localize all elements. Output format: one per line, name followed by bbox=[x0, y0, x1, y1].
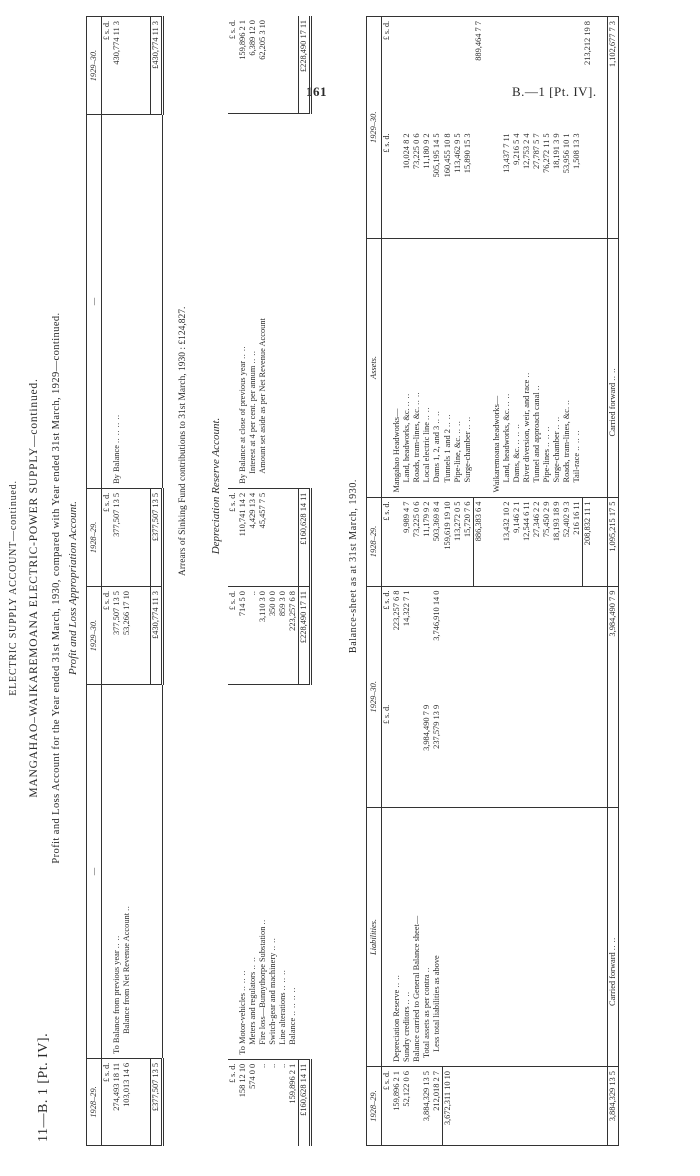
dep-row bbox=[288, 16, 299, 1146]
bs-liab-carried-label: Carried forward .. .. bbox=[607, 808, 618, 1067]
bs-liab-label: Depreciation Reserve .. .. bbox=[392, 808, 402, 1067]
pl-dr-total-prev: £377,507 13 5 bbox=[150, 1058, 162, 1145]
bs-liab-prev-header: 1928–29. bbox=[367, 1067, 382, 1146]
dep-dr-prev: 574 0 0 bbox=[248, 1063, 257, 1089]
bs-asset-label: Tunnels 1 and 2 .. .. bbox=[443, 238, 454, 497]
pl-cr-total-prev: £377,507 13 5 bbox=[150, 488, 162, 586]
bs-subtotal-row bbox=[474, 17, 485, 1146]
bs-asset-prev: 18,193 18 9 bbox=[552, 497, 562, 586]
bs-asset-label: Roads, tram-lines, &c. .. .. bbox=[412, 238, 422, 497]
dep-dr-prev: .. bbox=[268, 1063, 277, 1068]
bs-asset-label: Tunnel and approach canal .. bbox=[532, 238, 542, 497]
pl-cr-total-cur: £430,774 11 3 bbox=[150, 17, 162, 115]
bs-asset-cur: 1,508 13 3 bbox=[572, 129, 583, 238]
arrears-note: Arrears of Sinking Fund contributions to 31st March, 1930 : £124,827. bbox=[178, 306, 188, 576]
bs-row bbox=[502, 17, 512, 1146]
pl-dr-total-cur: £430,774 11 3 bbox=[150, 587, 162, 685]
bs-row bbox=[522, 17, 532, 1146]
pl-dr-label: Balance from Net Revenue Account .. bbox=[122, 685, 132, 1059]
bs-asset-label: River diversion, weir, and race .. bbox=[522, 238, 532, 497]
bs-group1-subtotal-cur: 889,464 7 7 bbox=[473, 21, 483, 61]
bs-row bbox=[463, 17, 474, 1146]
bs-asset-cur: 113,462 9 5 bbox=[453, 129, 463, 238]
bs-asset-carried-cur: 1,102,677 7 3 bbox=[607, 17, 618, 130]
bs-liab-label: Total assets as per contra .. bbox=[422, 808, 432, 1067]
bs-group1-subtotal-prev: 886,383 6 4 bbox=[474, 497, 485, 586]
unit-label: £ s. d. bbox=[228, 488, 238, 586]
dep-row bbox=[278, 16, 288, 1146]
bs-liab-carried-prev: 3,884,329 13 5 bbox=[607, 1067, 618, 1146]
bs-asset-prev: 11,179 9 2 bbox=[422, 497, 432, 586]
unit-label: £ s. d. bbox=[228, 587, 238, 685]
dep-dr-label: Meters and regulators .. .. bbox=[248, 685, 258, 1059]
unit-label: £ s. d. bbox=[382, 701, 393, 808]
balance-sheet-table bbox=[366, 16, 619, 1146]
bs-liab-label: Balance carried to General Balance sheet— bbox=[412, 808, 422, 1067]
bs-asset-prev: 27,346 2 2 bbox=[532, 497, 542, 586]
bs-liab-prev: 159,896 2 1 bbox=[392, 1071, 401, 1111]
unit-label: £ s. d. bbox=[228, 1063, 237, 1083]
bs-row bbox=[432, 17, 443, 1146]
bs-row bbox=[453, 17, 463, 1146]
bs-row bbox=[562, 17, 572, 1146]
unit-label: £ s. d. bbox=[382, 1071, 391, 1091]
dep-cr-prev: 110,741 14 2 bbox=[238, 488, 248, 586]
unit-label: £ s. d. bbox=[382, 21, 391, 41]
bs-asset-label: Local electric line .. .. bbox=[422, 238, 432, 497]
bs-row bbox=[422, 17, 432, 1146]
bs-unit-row bbox=[382, 17, 393, 1146]
dep-dr-cur: .. bbox=[248, 587, 258, 685]
depreciation-reserve-table bbox=[228, 16, 312, 1146]
dep-dr-cur: 859 3 0 bbox=[278, 587, 288, 685]
dep-dr-label: To Motor-vehicles .. .. .. bbox=[238, 685, 248, 1059]
bs-asset-group-label: Mangahao Headworks— bbox=[392, 238, 402, 497]
dep-cr-label: Amount set aside as per Net Revenue Account bbox=[258, 114, 268, 488]
bs-liab-cur: 14,322 7 1 bbox=[402, 590, 411, 627]
bs-subtotal-row bbox=[583, 17, 594, 1146]
bs-asset-cur: 53,956 10 1 bbox=[562, 129, 572, 238]
dep-dr-prev: 159,896 2 1 bbox=[288, 1063, 297, 1104]
bs-row bbox=[412, 17, 422, 1146]
bs-asset-cur: 10,024 8 2 bbox=[402, 129, 412, 238]
bs-asset-cur: 27,787 5 7 bbox=[532, 129, 542, 238]
bs-row bbox=[492, 17, 502, 1146]
bs-row bbox=[542, 17, 552, 1146]
bs-liab-cur-header: 1929–30. bbox=[367, 586, 382, 807]
dep-cr-cur: 62,205 3 10 bbox=[258, 16, 268, 114]
bs-asset-label: Surge-chamber .. .. bbox=[463, 238, 474, 497]
bs-asset-prev: 73,225 0 6 bbox=[412, 497, 422, 586]
bs-row bbox=[402, 17, 412, 1146]
bs-liab-prev: 3,884,329 13 5 bbox=[422, 1071, 431, 1122]
pl-dr-prev-header: 1928–29. bbox=[87, 1058, 102, 1145]
pl-dr-prev: 103,013 14 6 bbox=[122, 1062, 131, 1107]
dep-dr-total-cur: £228,490 17 11 bbox=[299, 587, 311, 685]
pl-dr-label: To Balance from previous year .. .. bbox=[112, 685, 122, 1059]
period-heading: Profit and Loss Account for the Year ended 31st March, 1930, compared with Year ended 31st March, 1929—continued. bbox=[51, 312, 62, 864]
dep-cr-cur: 6,389 12 0 bbox=[248, 16, 258, 114]
bs-asset-label: Roads, tram-lines, &c. .. bbox=[562, 238, 572, 497]
bs-liab-label: Less total liabilities as above bbox=[432, 808, 443, 1067]
dep-dr-cur: 350 0 0 bbox=[268, 587, 278, 685]
dep-row bbox=[258, 16, 268, 1146]
dep-cr-prev: 4,429 13 4 bbox=[248, 488, 258, 586]
bs-asset-cur-header: 1929–30. bbox=[367, 17, 382, 239]
unit-label: £ s. d. bbox=[102, 488, 113, 586]
bs-asset-carried-label: Carried forward .. .. bbox=[607, 238, 618, 497]
bs-liab-cur: 223,257 6 8 bbox=[392, 590, 401, 631]
unit-label: £ s. d. bbox=[102, 17, 113, 115]
bs-asset-group-label: Waikaremoana headworks— bbox=[492, 238, 502, 497]
pl-cr-prev-header: 1928–29. bbox=[87, 488, 102, 586]
pl-dr-cur-header: 1929–30. bbox=[87, 587, 102, 685]
bs-asset-cur: 9,216 5 4 bbox=[512, 129, 522, 238]
bs-asset-label: Land, headworks, &c. .. .. bbox=[402, 238, 412, 497]
bs-asset-cur: 15,890 15 3 bbox=[463, 129, 474, 238]
pl-cr-cur-header: 1929–30. bbox=[87, 17, 102, 115]
bs-asset-prev: 503,369 8 4 bbox=[432, 497, 443, 586]
unit-label: £ s. d. bbox=[382, 590, 391, 610]
bs-asset-cur: 12,753 2 4 bbox=[522, 129, 532, 238]
bs-group2-subtotal-cur: 213,212 19 8 bbox=[582, 21, 592, 65]
pl-header-row bbox=[87, 17, 102, 1146]
bs-asset-prev: 159,619 19 10 bbox=[443, 497, 454, 586]
bs-asset-prev: 13,432 10 2 bbox=[502, 497, 512, 586]
dep-row bbox=[248, 16, 258, 1146]
dep-cr-label: By Balance at close of previous year .. .. bbox=[238, 114, 248, 488]
unit-label: £ s. d. bbox=[228, 16, 238, 114]
dep-dr-label: Line alterations .. .. .. bbox=[278, 685, 288, 1059]
dep-dr-label: Balance .. .. .. .. bbox=[288, 685, 299, 1059]
pl-cr-label-header: — bbox=[87, 115, 102, 489]
bs-liab-label-header: Liabilities. bbox=[367, 808, 382, 1067]
pl-cr-label: By Balance .. .. .. .. bbox=[112, 115, 122, 489]
dep-dr-cur: 223,257 6 8 bbox=[288, 587, 299, 685]
bs-carried-row bbox=[607, 17, 618, 1146]
page-reference: B.—1 [Pt. IV]. bbox=[512, 84, 597, 99]
pl-dr-cur: 377,507 13 5 bbox=[112, 587, 122, 685]
bs-header-row bbox=[367, 17, 382, 1146]
bs-asset-cur: 160,455 10 8 bbox=[443, 129, 454, 238]
profit-loss-appropriation-table bbox=[86, 16, 164, 1146]
unit-label: £ s. d. bbox=[102, 1062, 111, 1083]
dep-dr-prev: .. bbox=[278, 1063, 287, 1068]
bs-asset-prev-header: 1928–29. bbox=[367, 497, 382, 586]
bs-asset-prev: 52,402 9 3 bbox=[562, 497, 572, 586]
bs-asset-prev: 9,989 4 7 bbox=[402, 497, 412, 586]
bs-liab-label: Sundry creditors .. .. bbox=[402, 808, 412, 1067]
dep-dr-label: Switch-gear and machinery .. .. bbox=[268, 685, 278, 1059]
bs-liab-prev: 3,672,311 10 10 bbox=[443, 1067, 454, 1146]
bs-asset-label: Pipe-line, &c. .. .. bbox=[453, 238, 463, 497]
bs-row bbox=[532, 17, 542, 1146]
bs-asset-cur: 76,272 11 5 bbox=[542, 129, 552, 238]
pl-total-row bbox=[150, 17, 162, 1146]
left-page-reference: 11—B. 1 [Pt. IV]. bbox=[36, 1032, 51, 1142]
page-number: 161 bbox=[306, 84, 327, 99]
bs-asset-prev: 12,544 6 11 bbox=[522, 497, 532, 586]
bs-liab-prev: 52,122 0 6 bbox=[402, 1071, 411, 1107]
dep-unit-row bbox=[228, 16, 238, 1146]
dep-cr-prev: 45,457 7 5 bbox=[258, 488, 268, 586]
supply-heading: MANGAHAO–WAIKAREMOANA ELECTRIC-POWER SUPPLY—continued. bbox=[28, 378, 40, 798]
bs-liab-carried-cur: 3,984,490 7 9 bbox=[607, 586, 618, 701]
dep-dr-total-prev: £160,628 14 11 bbox=[299, 1059, 311, 1146]
pl-dr-prev: 274,493 18 11 bbox=[112, 1062, 121, 1111]
pl-cr-cur: 430,774 11 3 bbox=[112, 17, 122, 115]
bs-asset-label: Tail-race .. .. .. bbox=[572, 238, 583, 497]
bs-asset-cur: 13,437 7 11 bbox=[502, 129, 512, 238]
bs-row bbox=[552, 17, 562, 1146]
bs-row bbox=[572, 17, 583, 1146]
depreciation-title: Depreciation Reserve Account. bbox=[210, 417, 222, 555]
bs-asset-prev: 15,720 7 6 bbox=[463, 497, 474, 586]
bs-asset-label: Pipe-lines .. .. .. bbox=[542, 238, 552, 497]
bs-asset-cur: 18,191 3 9 bbox=[552, 129, 562, 238]
dep-total-row bbox=[299, 16, 311, 1146]
account-heading: ELECTRIC SUPPLY ACCOUNT—continued. bbox=[8, 480, 19, 696]
unit-label: £ s. d. bbox=[382, 497, 393, 586]
bs-asset-cur: 505,195 14 5 bbox=[432, 129, 443, 238]
bs-liab-inner: 237,579 13 9 bbox=[432, 701, 443, 808]
bs-asset-prev: 113,272 0 5 bbox=[453, 497, 463, 586]
dep-dr-prev: .. bbox=[258, 1063, 267, 1068]
pl-cr-prev: 377,507 13 5 bbox=[112, 488, 122, 586]
bs-asset-cur: 73,225 0 6 bbox=[412, 129, 422, 238]
bs-asset-label-header: Assets. bbox=[367, 238, 382, 497]
bs-liab-prev: 212,018 2 7 bbox=[432, 1071, 441, 1111]
dep-dr-cur: 3,110 3 0 bbox=[258, 587, 268, 685]
bs-asset-prev: 216 16 11 bbox=[572, 497, 583, 586]
balance-sheet-title: Balance-sheet as at 31st March, 1930. bbox=[348, 478, 359, 654]
bs-asset-carried-prev: 1,095,215 17 5 bbox=[607, 497, 618, 586]
dep-dr-cur: 714 5 0 bbox=[238, 587, 248, 685]
bs-asset-label: Dams 1, 2, and 3 .. .. bbox=[432, 238, 443, 497]
unit-label: £ s. d. bbox=[382, 129, 393, 238]
pl-dr-cur: 53,266 17 10 bbox=[122, 587, 132, 685]
dep-row bbox=[238, 16, 248, 1146]
unit-label: £ s. d. bbox=[102, 587, 113, 685]
bs-row bbox=[443, 17, 454, 1146]
bs-row bbox=[512, 17, 522, 1146]
bs-asset-label: Dams, &c. .. .. .. bbox=[512, 238, 522, 497]
bs-asset-prev: 9,146 2 1 bbox=[512, 497, 522, 586]
bs-asset-label: Land, headworks, &c. .. .. bbox=[502, 238, 512, 497]
dep-row bbox=[268, 16, 278, 1146]
dep-cr-cur: 159,896 2 1 bbox=[238, 16, 248, 114]
appropriation-heading: Profit and Loss Appropriation Account. bbox=[67, 501, 79, 675]
dep-dr-prev: 158 12 10 bbox=[238, 1063, 247, 1098]
pl-unit-row bbox=[102, 17, 113, 1146]
bs-liab-cur: 3,746,910 14 0 bbox=[432, 590, 441, 641]
pl-dr-label-header: — bbox=[87, 685, 102, 1059]
bs-asset-label: Surge-chamber .. .. bbox=[552, 238, 562, 497]
bs-row bbox=[392, 17, 402, 1146]
dep-cr-label: Interest at 4 per cent. per annum .. .. bbox=[248, 114, 258, 488]
dep-cr-total-cur: £228,490 17 11 bbox=[299, 16, 311, 114]
pl-row bbox=[112, 17, 122, 1146]
bs-asset-cur: 11,180 9 2 bbox=[422, 129, 432, 238]
bs-liab-inner: 3,984,490 7 9 bbox=[422, 701, 432, 808]
dep-dr-label: Fire loss—Bunnythorpe Substation .. bbox=[258, 685, 268, 1059]
bs-asset-prev: 75,450 2 9 bbox=[542, 497, 552, 586]
bs-group2-subtotal-prev: 208,832 11 1 bbox=[583, 497, 594, 586]
dep-cr-total-prev: £160,628 14 11 bbox=[299, 488, 311, 586]
pl-row bbox=[122, 17, 132, 1146]
